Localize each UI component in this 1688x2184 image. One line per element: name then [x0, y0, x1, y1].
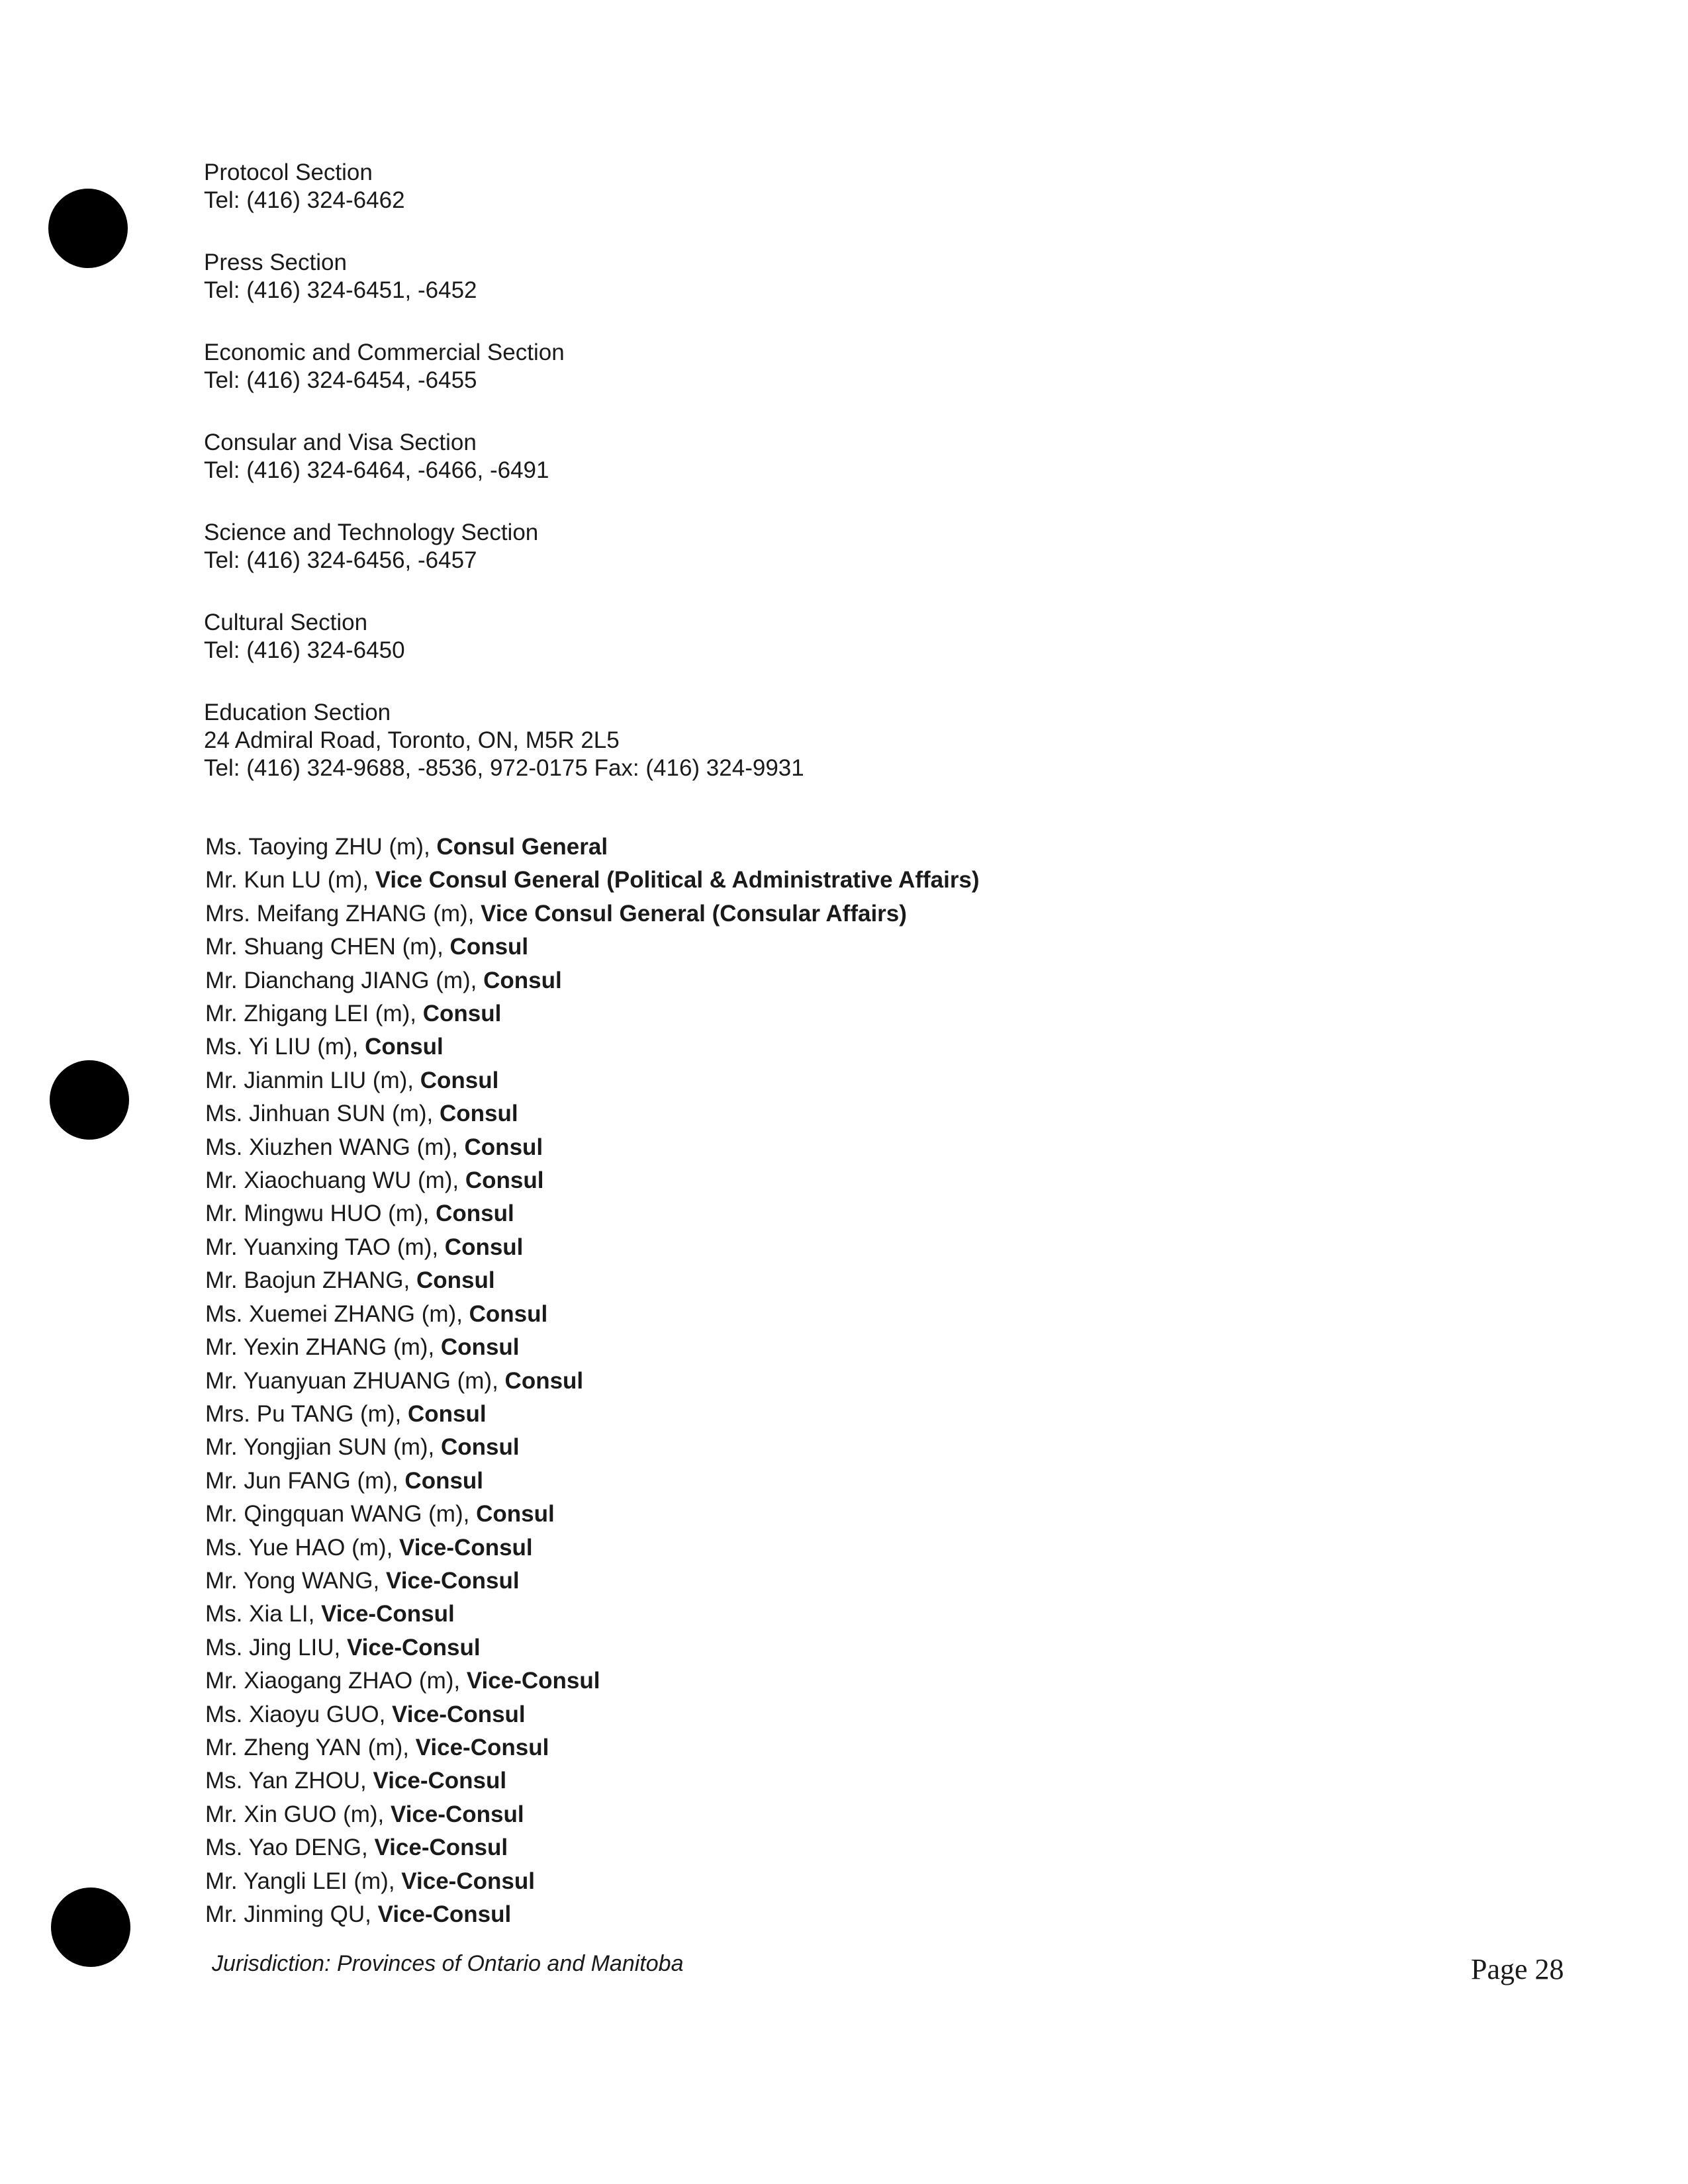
- staff-name: Mr. Zheng YAN (m),: [205, 1734, 416, 1760]
- staff-title: Consul General: [436, 834, 608, 860]
- staff-title: Consul: [416, 1267, 495, 1294]
- section-name: Economic and Commercial Section: [204, 340, 565, 365]
- section-name: Education Section: [204, 700, 391, 725]
- staff-row: [205, 1264, 1397, 1297]
- staff-name: Mr. Mingwu HUO (m),: [205, 1201, 436, 1227]
- section-detail: Tel: (416) 324-6464, -6466, -6491: [204, 457, 549, 483]
- staff-row: [205, 1064, 1397, 1097]
- section-detail: Tel: (416) 324-6450: [204, 637, 405, 663]
- staff-name: Mr. Zhigang LEI (m),: [205, 1001, 423, 1027]
- staff-name: Mr. Yong WANG,: [205, 1567, 386, 1594]
- staff-row: [205, 1498, 1397, 1531]
- staff-row: [205, 1865, 1397, 1898]
- section-name: Science and Technology Section: [204, 520, 539, 545]
- section-block: [204, 699, 1197, 782]
- section-name: Consular and Visa Section: [204, 430, 477, 455]
- staff-title: Vice-Consul: [399, 1534, 533, 1561]
- staff-name: Mr. Jun FANG (m),: [205, 1467, 405, 1494]
- punch-hole: [51, 1888, 130, 1967]
- staff-row: [205, 1398, 1397, 1431]
- staff-title: Consul: [439, 1101, 518, 1127]
- staff-title: Consul: [483, 967, 562, 993]
- section-detail: Tel: (416) 324-6451, -6452: [204, 277, 477, 303]
- staff-row: [205, 831, 1397, 864]
- staff-row: [205, 1898, 1397, 1931]
- section-block: [204, 159, 1197, 214]
- staff-title: Vice-Consul: [401, 1868, 535, 1894]
- staff-title: Vice Consul General (Political & Administrative Affairs): [375, 867, 980, 893]
- staff-title: Consul: [444, 1234, 524, 1260]
- page-number: Page 28: [1471, 1953, 1564, 1985]
- staff-name: Mr. Yexin ZHANG (m),: [205, 1334, 441, 1361]
- staff-name: Mr. Qingquan WANG (m),: [205, 1501, 477, 1527]
- section-block: [204, 519, 1197, 574]
- staff-row: [205, 1531, 1397, 1565]
- staff-name: Mrs. Pu TANG (m),: [205, 1400, 408, 1427]
- staff-row: [205, 1431, 1397, 1464]
- section-name: Protocol Section: [204, 159, 373, 185]
- staff-row: [205, 1164, 1397, 1197]
- staff-title: Consul: [422, 1001, 502, 1027]
- staff-row: [205, 1298, 1397, 1331]
- staff-name: Ms. Jinhuan SUN (m),: [205, 1101, 440, 1127]
- staff-title: Consul: [404, 1467, 484, 1494]
- staff-name: Ms. Yue HAO (m),: [205, 1534, 400, 1561]
- staff-row: [205, 1465, 1397, 1498]
- staff-name: Ms. Yi LIU (m),: [205, 1034, 365, 1060]
- staff-row: [205, 864, 1397, 897]
- staff-title: Consul: [440, 1434, 520, 1461]
- staff-title: Consul: [440, 1334, 520, 1361]
- staff-row: [205, 1598, 1397, 1631]
- staff-title: Vice-Consul: [346, 1634, 481, 1661]
- staff-row: [205, 1565, 1397, 1598]
- staff-title: Vice-Consul: [374, 1835, 508, 1861]
- staff-row: [205, 1764, 1397, 1797]
- section-name: Cultural Section: [204, 610, 368, 635]
- staff-row: [205, 997, 1397, 1030]
- staff-list: [205, 831, 1397, 1931]
- staff-row: [205, 964, 1397, 997]
- staff-row: [205, 931, 1397, 964]
- staff-name: Mr. Dianchang JIANG (m),: [205, 967, 484, 993]
- staff-name: Mrs. Meifang ZHANG (m),: [205, 900, 481, 927]
- staff-row: [205, 1030, 1397, 1064]
- staff-name: Mr. Kun LU (m),: [205, 867, 375, 893]
- section-detail: 24 Admiral Road, Toronto, ON, M5R 2L5: [204, 727, 620, 753]
- staff-row: [205, 1731, 1397, 1764]
- punch-hole: [50, 1060, 129, 1140]
- staff-name: Ms. Yan ZHOU,: [205, 1768, 373, 1794]
- staff-name: Ms. Xuemei ZHANG (m),: [205, 1300, 469, 1327]
- staff-row: [205, 1197, 1397, 1230]
- staff-row: [205, 1798, 1397, 1831]
- section-detail: Tel: (416) 324-9688, -8536, 972-0175 Fax: (416) 324-9931: [204, 755, 804, 781]
- staff-row: [205, 1831, 1397, 1864]
- staff-row: [205, 1097, 1397, 1130]
- section-detail: Tel: (416) 324-6462: [204, 187, 405, 213]
- staff-name: Mr. Baojun ZHANG,: [205, 1267, 416, 1294]
- staff-row: [205, 1698, 1397, 1731]
- staff-name: Mr. Jianmin LIU (m),: [205, 1067, 420, 1093]
- staff-name: Mr. Yuanyuan ZHUANG (m),: [205, 1367, 505, 1394]
- staff-title: Consul: [449, 934, 529, 960]
- staff-name: Mr. Yongjian SUN (m),: [205, 1434, 441, 1461]
- staff-name: Mr. Shuang CHEN (m),: [205, 934, 450, 960]
- staff-name: Ms. Xia LI,: [205, 1601, 322, 1627]
- staff-name: Ms. Xiuzhen WANG (m),: [205, 1134, 465, 1160]
- staff-name: Mr. Xin GUO (m),: [205, 1801, 391, 1827]
- staff-title: Vice Consul General (Consular Affairs): [481, 900, 907, 927]
- staff-title: Consul: [504, 1367, 584, 1394]
- staff-title: Vice-Consul: [466, 1668, 600, 1694]
- staff-name: Mr. Yuanxing TAO (m),: [205, 1234, 445, 1260]
- section-block: [204, 339, 1197, 394]
- staff-title: Consul: [407, 1400, 487, 1427]
- staff-name: Mr. Yangli LEI (m),: [205, 1868, 402, 1894]
- staff-row: [205, 1631, 1397, 1664]
- staff-name: Mr. Jinming QU,: [205, 1901, 378, 1927]
- section-name: Press Section: [204, 250, 347, 275]
- staff-name: Mr. Xiaochuang WU (m),: [205, 1167, 465, 1194]
- staff-title: Consul: [469, 1300, 548, 1327]
- section-detail: Tel: (416) 324-6456, -6457: [204, 547, 477, 573]
- staff-title: Vice-Consul: [321, 1601, 455, 1627]
- staff-title: Consul: [365, 1034, 444, 1060]
- staff-row: [205, 1231, 1397, 1264]
- staff-row: [205, 1664, 1397, 1698]
- staff-name: Mr. Xiaogang ZHAO (m),: [205, 1668, 467, 1694]
- section-block: [204, 609, 1197, 664]
- staff-title: Consul: [420, 1067, 499, 1093]
- staff-title: Vice-Consul: [392, 1701, 526, 1727]
- staff-row: [205, 1131, 1397, 1164]
- staff-name: Ms. Jing LIU,: [205, 1634, 347, 1661]
- staff-title: Consul: [436, 1201, 514, 1227]
- staff-title: Vice-Consul: [377, 1901, 512, 1927]
- staff-title: Consul: [465, 1167, 544, 1194]
- punch-hole: [48, 189, 128, 268]
- staff-row: [205, 1331, 1397, 1364]
- staff-title: Consul: [476, 1501, 555, 1527]
- staff-name: Ms. Xiaoyu GUO,: [205, 1701, 393, 1727]
- staff-row: [205, 1365, 1397, 1398]
- staff-title: Vice-Consul: [415, 1734, 549, 1760]
- staff-row: [205, 897, 1397, 931]
- staff-title: Consul: [464, 1134, 543, 1160]
- section-detail: Tel: (416) 324-6454, -6455: [204, 367, 477, 393]
- staff-name: Ms. Yao DENG,: [205, 1835, 375, 1861]
- staff-title: Vice-Consul: [373, 1768, 507, 1794]
- section-block: [204, 249, 1197, 304]
- staff-name: Ms. Taoying ZHU (m),: [205, 834, 437, 860]
- section-contacts: [204, 159, 1197, 817]
- staff-title: Vice-Consul: [391, 1801, 524, 1827]
- section-block: [204, 429, 1197, 484]
- jurisdiction-note: Jurisdiction: Provinces of Ontario and Manitoba: [212, 1951, 684, 1976]
- staff-title: Vice-Consul: [385, 1567, 520, 1594]
